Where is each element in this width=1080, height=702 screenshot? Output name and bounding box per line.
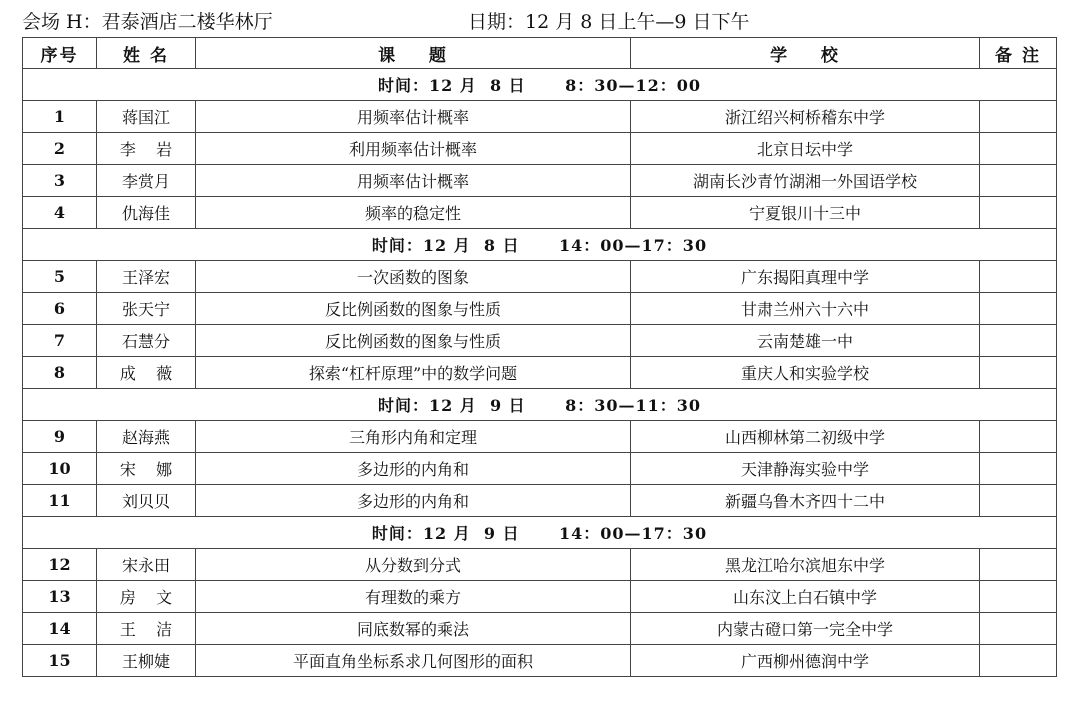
session-time: 时间：12 月 8 日 8：30—12：00 [23, 69, 1057, 101]
schedule-body [23, 69, 1057, 677]
table-row [23, 613, 1057, 645]
cell-school: 山东汶上白石镇中学 [631, 581, 980, 613]
session-row [23, 229, 1057, 261]
cell-seq: 11 [23, 485, 97, 517]
cell-note [980, 613, 1057, 645]
cell-seq: 9 [23, 421, 97, 453]
cell-seq: 15 [23, 645, 97, 677]
cell-seq: 13 [23, 581, 97, 613]
cell-seq: 4 [23, 197, 97, 229]
column-header-seq: 序号 [23, 38, 97, 69]
table-row [23, 453, 1057, 485]
cell-name: 房 文 [97, 581, 196, 613]
cell-name: 仇海佳 [97, 197, 196, 229]
cell-topic: 同底数幂的乘法 [196, 613, 631, 645]
cell-name: 成 薇 [97, 357, 196, 389]
table-row [23, 197, 1057, 229]
cell-school: 重庆人和实验学校 [631, 357, 980, 389]
table-row [23, 357, 1057, 389]
cell-seq: 3 [23, 165, 97, 197]
cell-note [980, 293, 1057, 325]
cell-name: 赵海燕 [97, 421, 196, 453]
cell-note [980, 485, 1057, 517]
cell-topic: 多边形的内角和 [196, 453, 631, 485]
cell-note [980, 421, 1057, 453]
cell-seq: 7 [23, 325, 97, 357]
cell-topic: 利用频率估计概率 [196, 133, 631, 165]
cell-topic: 反比例函数的图象与性质 [196, 293, 631, 325]
cell-name: 石慧分 [97, 325, 196, 357]
session-row [23, 517, 1057, 549]
cell-seq: 8 [23, 357, 97, 389]
table-header-row [23, 38, 1057, 69]
cell-note [980, 197, 1057, 229]
cell-school: 广东揭阳真理中学 [631, 261, 980, 293]
cell-note [980, 549, 1057, 581]
cell-school: 内蒙古磴口第一完全中学 [631, 613, 980, 645]
cell-note [980, 581, 1057, 613]
cell-note [980, 453, 1057, 485]
cell-school: 山西柳林第二初级中学 [631, 421, 980, 453]
cell-school: 浙江绍兴柯桥稽东中学 [631, 101, 980, 133]
cell-topic: 从分数到分式 [196, 549, 631, 581]
venue-label: 会场 H：君泰酒店二楼华林厅 [22, 11, 273, 33]
cell-topic: 用频率估计概率 [196, 101, 631, 133]
cell-school: 宁夏银川十三中 [631, 197, 980, 229]
date-label: 日期：12 月 8 日上午—9 日下午 [468, 11, 750, 33]
cell-seq: 6 [23, 293, 97, 325]
cell-seq: 2 [23, 133, 97, 165]
cell-note [980, 325, 1057, 357]
table-row [23, 133, 1057, 165]
cell-school: 云南楚雄一中 [631, 325, 980, 357]
column-header-school: 学 校 [631, 38, 980, 69]
cell-name: 蒋国江 [97, 101, 196, 133]
cell-topic: 一次函数的图象 [196, 261, 631, 293]
cell-name: 王柳婕 [97, 645, 196, 677]
table-row [23, 421, 1057, 453]
cell-note [980, 133, 1057, 165]
cell-topic: 反比例函数的图象与性质 [196, 325, 631, 357]
cell-name: 李 岩 [97, 133, 196, 165]
cell-note [980, 645, 1057, 677]
table-row [23, 549, 1057, 581]
column-header-name: 姓 名 [97, 38, 196, 69]
cell-note [980, 357, 1057, 389]
cell-school: 新疆乌鲁木齐四十二中 [631, 485, 980, 517]
column-header-note: 备 注 [980, 38, 1057, 69]
cell-name: 李赏月 [97, 165, 196, 197]
cell-note [980, 101, 1057, 133]
cell-topic: 用频率估计概率 [196, 165, 631, 197]
document-header [22, 8, 1058, 36]
table-row [23, 325, 1057, 357]
cell-name: 王 洁 [97, 613, 196, 645]
cell-name: 宋永田 [97, 549, 196, 581]
cell-name: 宋 娜 [97, 453, 196, 485]
cell-school: 黑龙江哈尔滨旭东中学 [631, 549, 980, 581]
session-time: 时间：12 月 9 日 14：00—17：30 [23, 517, 1057, 549]
schedule-table [22, 37, 1057, 677]
cell-school: 湖南长沙青竹湖湘一外国语学校 [631, 165, 980, 197]
cell-note [980, 165, 1057, 197]
cell-seq: 1 [23, 101, 97, 133]
cell-school: 天津静海实验中学 [631, 453, 980, 485]
cell-school: 广西柳州德润中学 [631, 645, 980, 677]
cell-school: 甘肃兰州六十六中 [631, 293, 980, 325]
cell-topic: 有理数的乘方 [196, 581, 631, 613]
session-time: 时间：12 月 9 日 8：30—11：30 [23, 389, 1057, 421]
cell-topic: 多边形的内角和 [196, 485, 631, 517]
session-row [23, 389, 1057, 421]
session-row [23, 69, 1057, 101]
cell-name: 张天宁 [97, 293, 196, 325]
cell-seq: 12 [23, 549, 97, 581]
table-row [23, 261, 1057, 293]
table-row [23, 165, 1057, 197]
cell-school: 北京日坛中学 [631, 133, 980, 165]
cell-topic: 探索“杠杆原理”中的数学问题 [196, 357, 631, 389]
table-row [23, 581, 1057, 613]
table-row [23, 293, 1057, 325]
cell-seq: 5 [23, 261, 97, 293]
cell-seq: 14 [23, 613, 97, 645]
cell-topic: 平面直角坐标系求几何图形的面积 [196, 645, 631, 677]
table-row [23, 485, 1057, 517]
table-row [23, 101, 1057, 133]
cell-topic: 三角形内角和定理 [196, 421, 631, 453]
cell-name: 王泽宏 [97, 261, 196, 293]
session-time: 时间：12 月 8 日 14：00—17：30 [23, 229, 1057, 261]
column-header-topic: 课 题 [196, 38, 631, 69]
cell-note [980, 261, 1057, 293]
cell-topic: 频率的稳定性 [196, 197, 631, 229]
cell-name: 刘贝贝 [97, 485, 196, 517]
cell-seq: 10 [23, 453, 97, 485]
table-row [23, 645, 1057, 677]
